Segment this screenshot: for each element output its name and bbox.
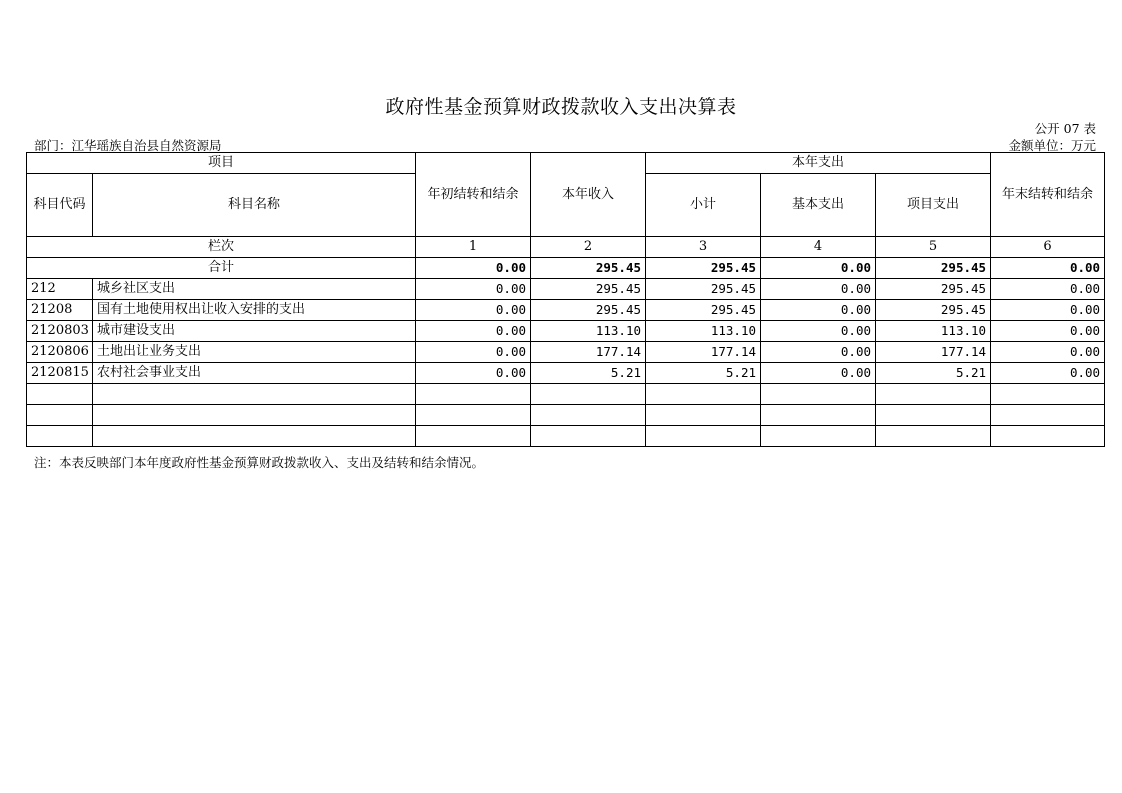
- total-label: 合计: [27, 258, 416, 279]
- row-name: 农村社会事业支出: [93, 363, 416, 384]
- table-row: [27, 321, 1105, 342]
- empty-cell: [531, 384, 646, 405]
- empty-cell: [531, 405, 646, 426]
- column-index: 6: [991, 237, 1105, 258]
- empty-cell: [416, 405, 531, 426]
- column-index: 2: [531, 237, 646, 258]
- empty-cell: [646, 384, 761, 405]
- empty-cell: [646, 426, 761, 447]
- table-row: [27, 279, 1105, 300]
- header-subtotal: 小计: [646, 174, 761, 237]
- empty-cell: [93, 426, 416, 447]
- row-name: 城市建设支出: [93, 321, 416, 342]
- row-code: 2120803: [27, 321, 93, 342]
- row-value: 0.00: [416, 300, 531, 321]
- row-value: 0.00: [991, 321, 1105, 342]
- total-row: [27, 258, 1105, 279]
- column-index: 4: [761, 237, 876, 258]
- row-name: 国有土地使用权出让收入安排的支出: [93, 300, 416, 321]
- table-row: [27, 363, 1105, 384]
- empty-cell: [761, 384, 876, 405]
- empty-cell: [416, 426, 531, 447]
- row-value: 177.14: [646, 342, 761, 363]
- empty-cell: [646, 405, 761, 426]
- department-label: 部门：江华瑶族自治县自然资源局: [34, 138, 222, 153]
- empty-cell: [27, 405, 93, 426]
- total-value: 0.00: [416, 258, 531, 279]
- row-value: 0.00: [991, 279, 1105, 300]
- row-value: 295.45: [876, 279, 991, 300]
- row-code: 212: [27, 279, 93, 300]
- empty-cell: [876, 405, 991, 426]
- empty-cell: [876, 384, 991, 405]
- row-code: 2120815: [27, 363, 93, 384]
- row-value: 295.45: [876, 300, 991, 321]
- empty-row: [27, 405, 1105, 426]
- empty-cell: [93, 405, 416, 426]
- row-value: 0.00: [761, 279, 876, 300]
- empty-row: [27, 384, 1105, 405]
- header-income: 本年收入: [531, 153, 646, 237]
- header-basic: 基本支出: [761, 174, 876, 237]
- header-begin-balance: 年初结转和结余: [416, 153, 531, 237]
- header-name: 科目名称: [93, 174, 416, 237]
- row-value: 0.00: [991, 300, 1105, 321]
- unit-label: 金额单位：万元: [1008, 138, 1096, 153]
- empty-cell: [761, 426, 876, 447]
- column-index: 3: [646, 237, 761, 258]
- row-value: 295.45: [531, 300, 646, 321]
- header-code: 科目代码: [27, 174, 93, 237]
- empty-cell: [416, 384, 531, 405]
- form-number: 公开 07 表: [1034, 121, 1096, 136]
- row-name: 城乡社区支出: [93, 279, 416, 300]
- row-value: 0.00: [761, 363, 876, 384]
- row-value: 177.14: [876, 342, 991, 363]
- row-value: 0.00: [761, 300, 876, 321]
- row-value: 0.00: [416, 279, 531, 300]
- row-name: 土地出让业务支出: [93, 342, 416, 363]
- table-row: [27, 300, 1105, 321]
- empty-cell: [991, 426, 1105, 447]
- row-value: 295.45: [531, 279, 646, 300]
- empty-cell: [27, 426, 93, 447]
- row-value: 0.00: [991, 342, 1105, 363]
- empty-cell: [876, 426, 991, 447]
- header-row-1: [27, 153, 1105, 174]
- total-value: 295.45: [646, 258, 761, 279]
- row-value: 113.10: [646, 321, 761, 342]
- page-title: 政府性基金预算财政拨款收入支出决算表: [385, 96, 737, 118]
- header-expense: 本年支出: [646, 153, 991, 174]
- total-value: 295.45: [876, 258, 991, 279]
- budget-table: [26, 152, 1105, 447]
- column-index-row: [27, 237, 1105, 258]
- header-project: 项目支出: [876, 174, 991, 237]
- row-value: 177.14: [531, 342, 646, 363]
- empty-row: [27, 426, 1105, 447]
- column-index-label: 栏次: [27, 237, 416, 258]
- footnote: 注：本表反映部门本年度政府性基金预算财政拨款收入、支出及结转和结余情况。: [34, 455, 485, 470]
- row-value: 0.00: [761, 321, 876, 342]
- column-index: 5: [876, 237, 991, 258]
- row-value: 0.00: [416, 363, 531, 384]
- total-value: 0.00: [991, 258, 1105, 279]
- row-value: 295.45: [646, 279, 761, 300]
- row-value: 0.00: [416, 321, 531, 342]
- row-value: 295.45: [646, 300, 761, 321]
- empty-cell: [531, 426, 646, 447]
- table-row: [27, 342, 1105, 363]
- row-code: 21208: [27, 300, 93, 321]
- empty-cell: [761, 405, 876, 426]
- empty-cell: [991, 405, 1105, 426]
- total-value: 0.00: [761, 258, 876, 279]
- row-value: 113.10: [531, 321, 646, 342]
- row-code: 2120806: [27, 342, 93, 363]
- total-value: 295.45: [531, 258, 646, 279]
- row-value: 113.10: [876, 321, 991, 342]
- header-item: 项目: [27, 153, 416, 174]
- row-value: 0.00: [416, 342, 531, 363]
- row-value: 5.21: [646, 363, 761, 384]
- empty-cell: [27, 384, 93, 405]
- row-value: 0.00: [761, 342, 876, 363]
- row-value: 5.21: [876, 363, 991, 384]
- empty-cell: [93, 384, 416, 405]
- row-value: 0.00: [991, 363, 1105, 384]
- header-end-balance: 年末结转和结余: [991, 153, 1105, 237]
- row-value: 5.21: [531, 363, 646, 384]
- empty-cell: [991, 384, 1105, 405]
- column-index: 1: [416, 237, 531, 258]
